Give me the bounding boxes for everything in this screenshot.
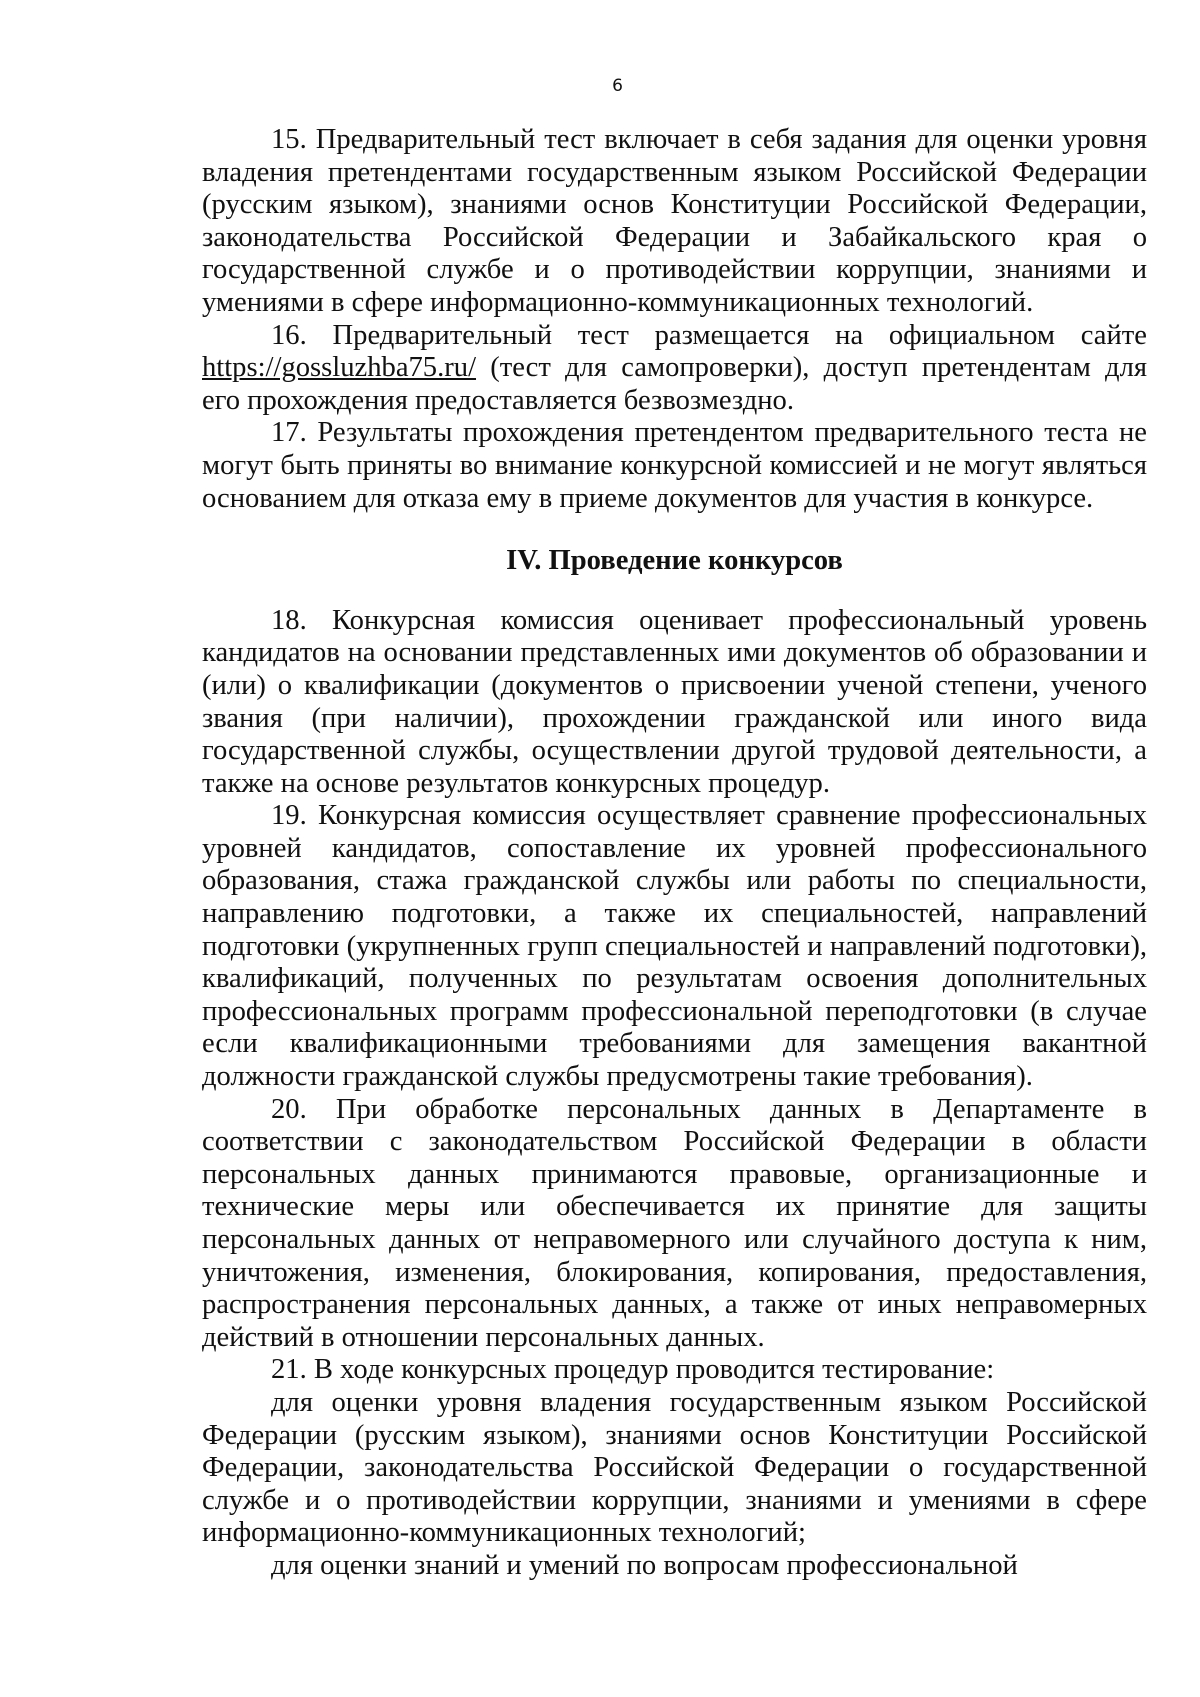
- paragraph-18: 18. Конкурсная комиссия оценивает профессиональный уровень кандидатов на основании представленных ими документов об образовании и (или) о квалификации (документов о присвоении ученой степени, ученого звания (при наличии), прохождении гражданской или иного вида государственной службы, осуществлении другой трудовой деятельности, а также на основе результатов конкурсных процедур.: [202, 604, 1147, 799]
- document-body: [202, 124, 1147, 1583]
- paragraph-16: [202, 320, 1147, 418]
- paragraph-20: 20. При обработке персональных данных в Департаменте в соответствии с законодательством Российской Федерации в области персональных данных принимаются правовые, организационные и технические меры или обеспечивается их принятие для защиты персональных данных от неправомерного или случайного доступа к ним, уничтожения, изменения, блокирования, копирования, предоставления, распространения персональных данных, а также от иных неправомерных действий в отношении персональных данных.: [202, 1093, 1147, 1353]
- page-number: 6: [612, 76, 623, 96]
- paragraph-17: 17. Результаты прохождения претендентом предварительного теста не могут быть приняты во внимание конкурсной комиссией и не могут являться основанием для отказа ему в приеме документов для участия в конкурсе.: [202, 417, 1147, 514]
- paragraph-21-item-2: для оценки знаний и умений по вопросам профессиональной: [271, 1549, 1018, 1581]
- paragraph-21: 21. В ходе конкурсных процедур проводится тестирование:: [271, 1354, 995, 1386]
- section-heading: IV. Проведение конкурсов: [506, 545, 843, 577]
- paragraph-16-text-end: (тест для самопроверки), доступ претендентам для его прохождения предоставляется безвозмездно.: [202, 352, 1147, 416]
- gossluzhba-link[interactable]: https://gossluzhba75.ru/: [202, 352, 477, 384]
- paragraph-21-item-1: для оценки уровня владения государственным языком Российской Федерации (русским языком), знаниями основ Конституции Российской Федерации, законодательства Российской Федерации о государственной службе и о противодействии коррупции, знаниями и умениями в сфере информационно-коммуникационных технологий;: [202, 1386, 1147, 1549]
- paragraph-19: 19. Конкурсная комиссия осуществляет сравнение профессиональных уровней кандидатов, сопоставление их уровней профессионального образования, стажа гражданской службы или работы по специальности, направлению подготовки, а также их специальностей, направлений подготовки (укрупненных групп специальностей и направлений подготовки), квалификаций, полученных по результатам освоения дополнительных профессиональных программ профессиональной переподготовки (в случае если квалификационными требованиями для замещения вакантной должности гражданской службы предусмотрены такие требования).: [202, 800, 1147, 1093]
- paragraph-15: 15. Предварительный тест включает в себя задания для оценки уровня владения претендентами государственным языком Российской Федерации (русским языком), знаниями основ Конституции Российской Федерации, законодательства Российской Федерации и Забайкальского края о государственной службе и о противодействии коррупции, знаниями и умениями в сфере информационно-коммуникационных технологий.: [202, 124, 1147, 318]
- paragraph-16-text-start: 16. Предварительный тест размещается на официальном сайте: [271, 319, 1147, 351]
